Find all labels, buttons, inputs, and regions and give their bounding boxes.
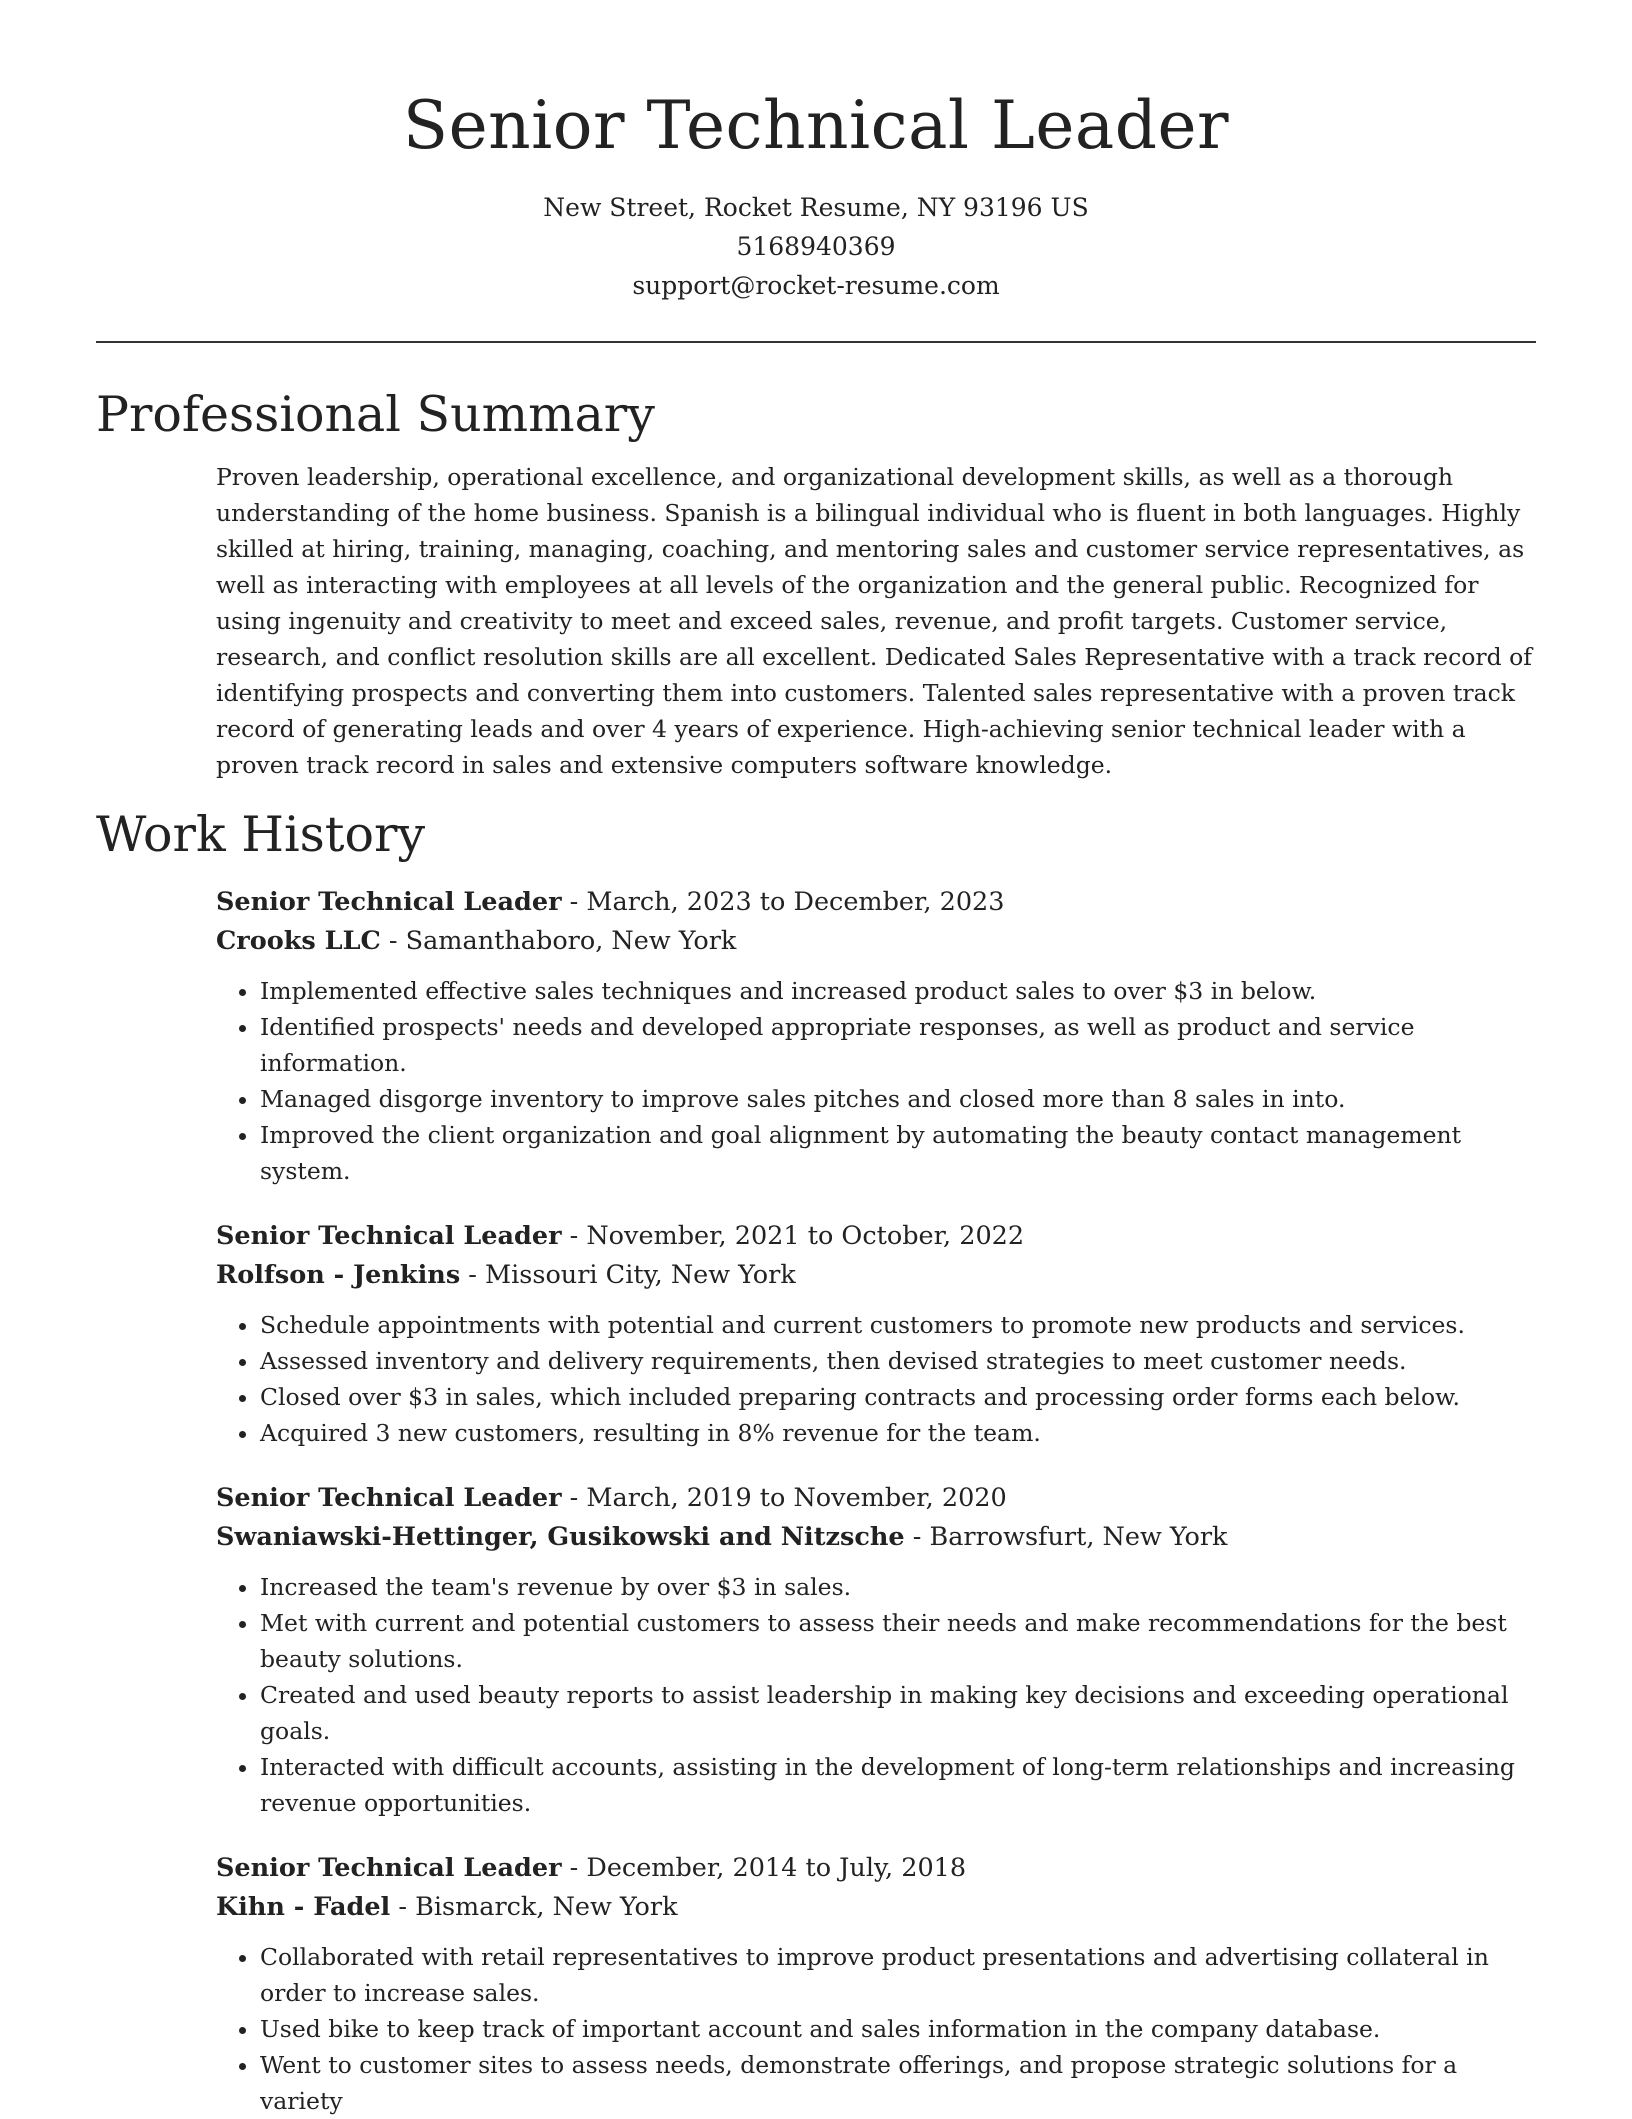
candidate-name: Senior Technical Leader [402, 87, 1230, 164]
header-divider [96, 341, 1536, 343]
job-company-line [216, 1256, 1536, 1295]
job-company-line [216, 922, 1536, 961]
job-bullet: • Collaborated with retail representatives to improve product presentations and advertising collateral in order to increase sales. [260, 1939, 1536, 2011]
resume-page [96, 0, 1536, 2119]
job-entry [216, 1479, 1536, 1821]
job-title: Senior Technical Leader [216, 1221, 562, 1251]
contact-address: New Street, Rocket Resume, NY 93196 US [543, 193, 1089, 222]
job-bullet: • Improved the client organization and goal alignment by automating the beauty contact management system. [260, 1117, 1536, 1189]
job-location: - Missouri City, New York [460, 1260, 796, 1290]
job-bullets [216, 1939, 1536, 2119]
job-bullet: • Identified prospects' needs and developed appropriate responses, as well as product and service information. [260, 1009, 1536, 1081]
resume-header [96, 0, 1536, 305]
job-bullet: • Used bike to keep track of important account and sales information in the company database. [260, 2011, 1536, 2047]
job-entry [216, 883, 1536, 1189]
job-title: Senior Technical Leader [216, 1853, 562, 1883]
job-company-line [216, 1518, 1536, 1557]
job-company: Kihn - Fadel [216, 1892, 391, 1922]
job-bullet: • Increased the team's revenue by over $3 in sales. [260, 1569, 1536, 1605]
job-location: - Bismarck, New York [390, 1892, 678, 1922]
job-company: Crooks LLC [216, 926, 381, 956]
summary-paragraph: Proven leadership, operational excellence, and organizational development skills, as well as a thorough understanding of the home business. Spanish is a bilingual individual who is fluent in both languages. Highly skilled at hiring, training, managing, coaching, and mentoring sales and customer service representatives, as well as interacting with employees at all levels of the organization and the general public. Recognized for using ingenuity and creativity to meet and exceed sales, revenue, and profit targets. Customer service, research, and conflict resolution skills are all excellent. Dedicated Sales Representative with a track record of identifying prospects and converting them into customers. Talented sales representative with a proven track record of generating leads and over 4 years of experience. High-achieving senior technical leader with a proven track record in sales and extensive computers software knowledge. [216, 463, 1532, 779]
contact-phone: 5168940369 [736, 232, 896, 261]
job-bullets [216, 1569, 1536, 1821]
job-company-line [216, 1888, 1536, 1927]
job-bullet: • Closed over $3 in sales, which included preparing contracts and processing order forms each below. [260, 1379, 1536, 1415]
contact-email: support@rocket-resume.com [632, 271, 1000, 300]
job-title: Senior Technical Leader [216, 1483, 562, 1513]
job-dates: - March, 2019 to November, 2020 [561, 1483, 1007, 1513]
job-bullet: • Interacted with difficult accounts, assisting in the development of long-term relationships and increasing revenue opportunities. [260, 1749, 1536, 1821]
job-bullet: • Implemented effective sales techniques and increased product sales to over $3 in below. [260, 973, 1536, 1009]
section-title-work-history: Work History [96, 806, 426, 863]
job-company: Swaniawski-Hettinger, Gusikowski and Nitzsche [216, 1522, 905, 1552]
job-bullets [216, 973, 1536, 1189]
job-bullet: • Assessed inventory and delivery requirements, then devised strategies to meet customer needs. [260, 1343, 1536, 1379]
job-title-line [216, 1217, 1536, 1256]
job-bullet: • Managed disgorge inventory to improve sales pitches and closed more than 8 sales in into. [260, 1081, 1536, 1117]
job-location: - Samanthaboro, New York [380, 926, 737, 956]
job-company: Rolfson - Jenkins [216, 1260, 461, 1290]
job-bullet: • Met with current and potential customers to assess their needs and make recommendations for the best beauty solutions. [260, 1605, 1536, 1677]
job-bullet: • Went to customer sites to assess needs, demonstrate offerings, and propose strategic solutions for a variety [260, 2047, 1536, 2119]
job-entry [216, 1217, 1536, 1451]
job-title-line [216, 883, 1536, 922]
job-bullet: • Acquired 3 new customers, resulting in 8% revenue for the team. [260, 1415, 1536, 1451]
job-bullet: • Schedule appointments with potential and current customers to promote new products and services. [260, 1307, 1536, 1343]
section-title-summary: Professional Summary [96, 386, 655, 443]
job-dates: - December, 2014 to July, 2018 [561, 1853, 967, 1883]
job-location: - Barrowsfurt, New York [904, 1522, 1228, 1552]
job-dates: - March, 2023 to December, 2023 [561, 887, 1005, 917]
job-title-line [216, 1849, 1536, 1888]
job-title-line [216, 1479, 1536, 1518]
job-bullets [216, 1307, 1536, 1451]
job-title: Senior Technical Leader [216, 887, 562, 917]
job-bullet: • Created and used beauty reports to assist leadership in making key decisions and exceeding operational goals. [260, 1677, 1536, 1749]
job-dates: - November, 2021 to October, 2022 [561, 1221, 1025, 1251]
job-entry [216, 1849, 1536, 2119]
